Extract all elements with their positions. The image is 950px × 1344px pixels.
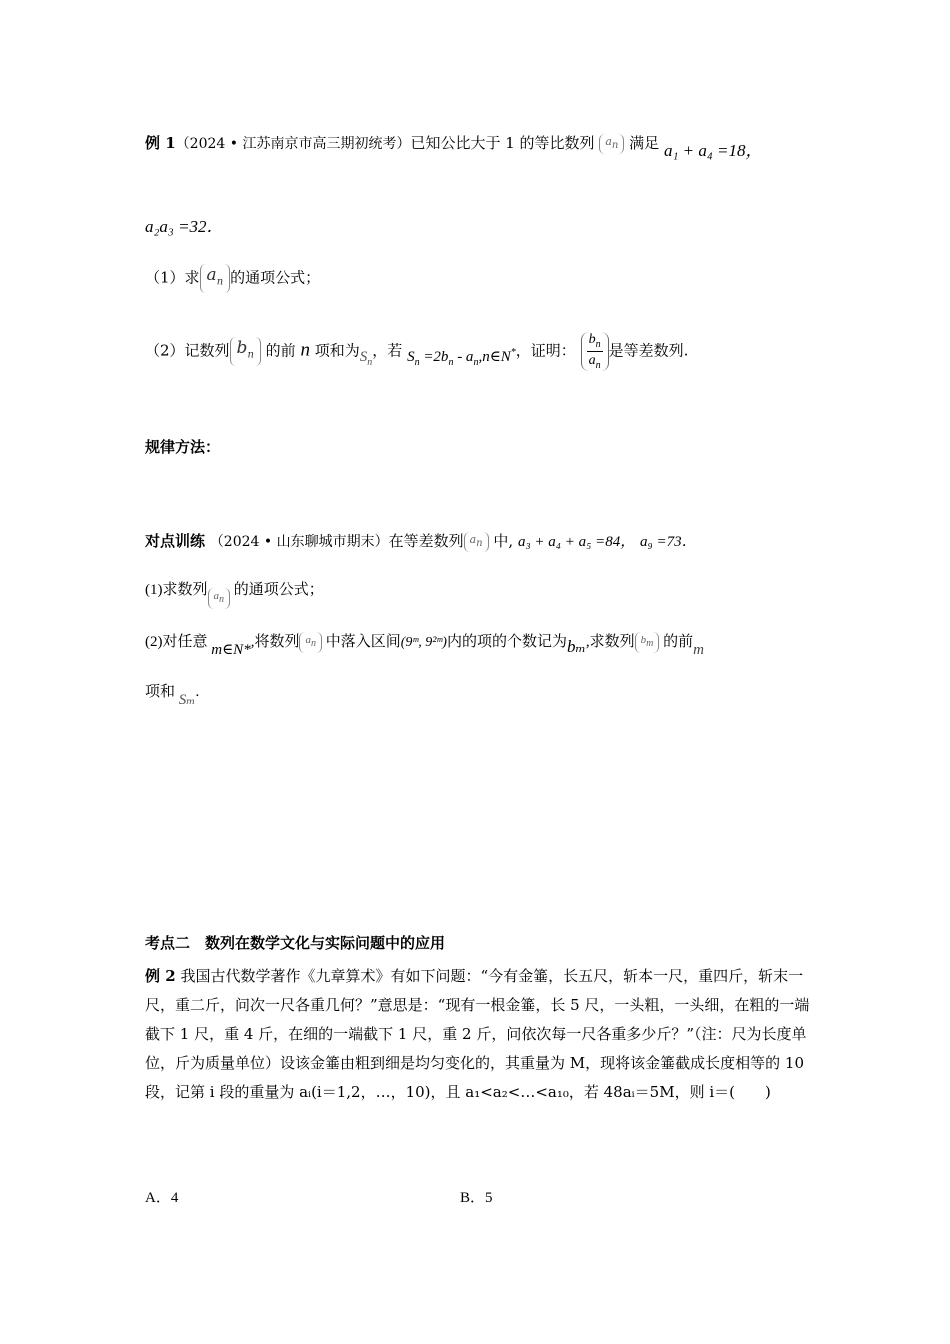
ex1-stem: 已知公比大于 1 的等比数列 bbox=[410, 134, 595, 152]
ex1-source: （2024 • 江苏南京市高三期初统考） bbox=[175, 136, 411, 152]
train-q2-m: m∈N* bbox=[211, 642, 251, 658]
train-stem: 在等差数列 bbox=[388, 532, 464, 550]
ex1-q2 bbox=[145, 332, 688, 371]
train-q2-c: 中落入区间 bbox=[325, 634, 401, 650]
q1-num: （1）求 bbox=[145, 268, 200, 287]
train-q1-brace: $a_n$ bbox=[208, 588, 231, 608]
train-source: （2024 • 山东聊城市期末） bbox=[209, 534, 389, 550]
train-q2-f: 的前 bbox=[663, 634, 694, 650]
train-q2-brace: $a_n$ bbox=[299, 632, 322, 652]
train-q2-text: (2)对任意 bbox=[145, 634, 208, 650]
q1-text: 的通项公式； bbox=[230, 268, 321, 287]
q2-eq: $S_n =2b_n$ - $a_n,n\in N^*$ bbox=[407, 347, 516, 369]
q2-text4: ，证明： bbox=[515, 341, 576, 360]
seq-a-brace-2: $a_n$ bbox=[200, 264, 231, 293]
train-end: . bbox=[195, 684, 200, 700]
train-q2-brace-b: $b_m$ bbox=[635, 632, 660, 652]
section2-title: 考点二 数列在数学文化与实际问题中的应用 bbox=[145, 934, 446, 952]
train-q1-tail: 的通项公式； bbox=[233, 582, 324, 598]
train-label: 对点训练 bbox=[145, 532, 206, 550]
train-q2-cont bbox=[145, 680, 200, 708]
ex2-text: 我国古代数学著作《九章算术》有如下问题：“今有金箠，长五尺，斩本一尺，重四斤，斩末一尺，重二斤，问次一尺各重几何？”意思是：“现有一根金箠，长 5 尺，一头粗，一头细，在粗的一端截下 1 尺，重 4 斤，在细的一端截下 1 尺，重 2 斤，问依次每一尺各重多少斤？”（注：尺为长度单位，斤为质量单位）设该金箠由粗到细是均匀变化的，其重量为 M，现将该金箠截成长度相等的 10 段，记第 i 段的重量为 aᵢ(i＝1,2，…，10)，且 a₁<a₂<…<a₁₀，若 48aᵢ＝5M，则 i＝( ) bbox=[145, 967, 810, 1101]
option-a[interactable]: A．4 bbox=[145, 1190, 179, 1206]
train-eq2: a₉ =73． bbox=[640, 534, 697, 550]
method-heading: 规律方法： bbox=[145, 438, 221, 456]
train-q2-d: 内的项的个数记为 bbox=[446, 634, 567, 650]
train-q1-text: (1)求数列 bbox=[145, 582, 208, 598]
ex2-label: 例 2 bbox=[145, 967, 176, 985]
train-mid: 中, bbox=[493, 532, 514, 550]
train-Sm: Sₘ bbox=[178, 692, 196, 708]
ratio-fraction: $\frac{b_n}{a_n}$ bbox=[581, 332, 609, 371]
seq-b-brace: $b_n$ bbox=[230, 337, 261, 366]
train-interval: (9ᵐ, 9²ᵐ) bbox=[400, 635, 447, 650]
ex1-eq2-line bbox=[145, 212, 224, 237]
q2-text5: 是等差数列. bbox=[608, 341, 689, 360]
ex1-eq1: a₁ + a₄ =18， bbox=[663, 141, 763, 160]
ex1-q1 bbox=[145, 264, 320, 293]
q2-S: $S_n$ bbox=[359, 349, 373, 369]
train-line bbox=[145, 530, 697, 552]
train-q1 bbox=[145, 578, 324, 606]
ex1-line bbox=[145, 128, 763, 160]
train-eq1: a₃ + a₄ + a₅ =84， bbox=[517, 534, 636, 550]
q2-n: n bbox=[300, 339, 310, 361]
train-q2-e: ,求数列 bbox=[585, 634, 635, 650]
train-m: m bbox=[693, 642, 704, 658]
ex1-label: 例 1 bbox=[145, 134, 176, 152]
seq-a-brace: $a_n$ bbox=[599, 134, 624, 154]
train-q2-b: ,将数列 bbox=[250, 634, 300, 650]
option-b[interactable]: B．5 bbox=[460, 1190, 493, 1206]
q2-text3: ，若 bbox=[372, 341, 403, 360]
ex2-paragraph bbox=[145, 962, 810, 1107]
ex1-satisfy: 满足 bbox=[629, 134, 660, 152]
train-seq-brace: $a_n$ bbox=[464, 532, 489, 552]
ex1-eq2: a₂a₃ =32． bbox=[145, 217, 224, 236]
train-q2-g: 项和 bbox=[145, 684, 176, 700]
q2-num: （2）记数列 bbox=[145, 341, 230, 360]
train-bm: bₘ bbox=[566, 637, 586, 656]
q2-text2: 项和为 bbox=[314, 341, 360, 360]
train-q2 bbox=[145, 630, 704, 658]
q2-text1: 的前 bbox=[265, 341, 296, 360]
